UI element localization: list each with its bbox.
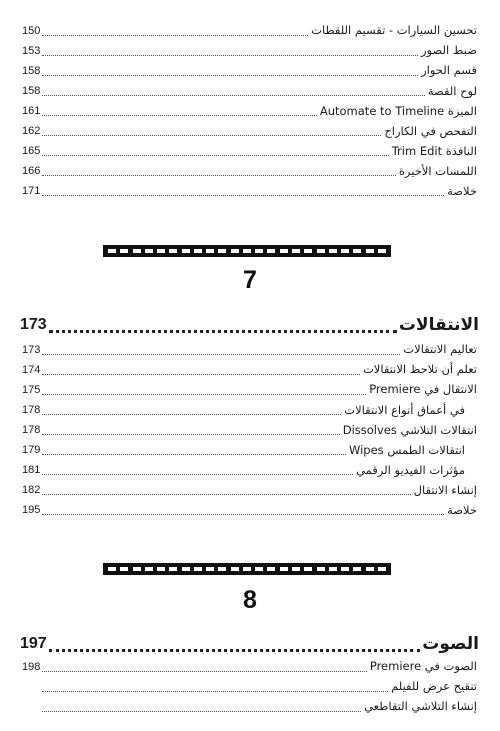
film-hole <box>182 567 190 571</box>
dot-leader <box>42 374 360 375</box>
dot-leader <box>42 494 411 495</box>
entry-page: 162 <box>22 125 41 138</box>
dot-leader <box>42 135 381 136</box>
dot-leader <box>42 671 367 672</box>
film-hole <box>243 249 251 253</box>
entry-title: تعاليم الانتقالات <box>403 342 477 357</box>
film-strip-divider <box>103 245 391 257</box>
toc-entry <box>22 400 477 420</box>
film-hole <box>267 249 275 253</box>
chapter-heading <box>20 313 479 337</box>
toc-entry <box>22 61 477 81</box>
film-hole <box>292 249 300 253</box>
chapter-page: 197 <box>20 635 47 652</box>
film-hole <box>366 249 374 253</box>
film-hole <box>145 567 153 571</box>
entry-page: 161 <box>22 104 41 117</box>
toc-entry <box>22 697 477 717</box>
dot-leader <box>42 434 340 435</box>
entry-title: مؤثرات الفيديو الرقمي <box>356 462 465 477</box>
dot-leader <box>49 649 421 652</box>
toc-entry <box>22 420 477 440</box>
dot-leader <box>42 691 388 692</box>
dot-leader <box>42 454 346 455</box>
entry-title: تنقيح عرض للفيلم <box>391 679 477 694</box>
dot-leader <box>42 514 444 515</box>
dot-leader <box>42 354 400 355</box>
film-hole <box>120 249 128 253</box>
toc-section-chapter8 <box>22 657 477 717</box>
film-hole <box>353 249 361 253</box>
film-hole <box>255 249 263 253</box>
entry-title: لوح القصة <box>427 83 477 98</box>
toc-entry <box>22 41 477 61</box>
toc-entry <box>22 162 477 182</box>
entry-page: 179 <box>22 444 41 457</box>
entry-title: اللمسات الأخيرة <box>398 163 477 178</box>
toc-entry <box>22 360 477 380</box>
film-hole <box>194 567 202 571</box>
entry-title: التفحص في الكاراج <box>384 123 477 138</box>
entry-page: 182 <box>22 484 41 497</box>
film-hole <box>218 567 226 571</box>
film-hole <box>280 249 288 253</box>
dot-leader <box>42 474 353 475</box>
toc-entry <box>22 101 477 121</box>
dot-leader <box>42 75 418 76</box>
film-hole <box>317 567 325 571</box>
chapter-number: 7 <box>243 266 257 294</box>
chapter-title: الصوت <box>422 634 479 654</box>
film-hole <box>329 249 337 253</box>
film-hole <box>108 567 116 571</box>
entry-title: الانتقال في Premiere <box>369 382 477 397</box>
chapter-page: 173 <box>20 316 47 333</box>
film-hole <box>243 567 251 571</box>
entry-title: تحسين السيارات - تقسيم اللقطات <box>311 23 477 38</box>
entry-page: 178 <box>22 423 41 436</box>
dot-leader <box>49 330 397 333</box>
toc-section-chapter7 <box>22 340 477 521</box>
film-hole <box>353 567 361 571</box>
entry-title: انتقالات الطمس Wipes <box>348 442 465 457</box>
chapter-title: الانتقالات <box>398 315 479 335</box>
entry-page: 150 <box>22 24 41 37</box>
toc-section-top <box>22 21 477 202</box>
film-hole <box>231 249 239 253</box>
chapter-heading <box>20 632 479 656</box>
dot-leader <box>42 414 341 415</box>
film-hole <box>378 567 386 571</box>
film-hole <box>292 567 300 571</box>
film-hole <box>329 567 337 571</box>
dot-leader <box>42 35 308 36</box>
entry-title: في أعماق أنواع الانتقالات <box>344 402 465 417</box>
film-hole <box>341 249 349 253</box>
toc-entry <box>22 657 477 677</box>
chapter-number: 8 <box>243 586 257 614</box>
dot-leader <box>42 711 361 712</box>
entry-page: 195 <box>22 504 41 517</box>
entry-title: ضبط الصور <box>421 43 477 58</box>
film-hole <box>194 249 202 253</box>
entry-title: إنشاء التلاشي التقاطعي <box>364 699 477 714</box>
film-hole <box>157 567 165 571</box>
film-hole <box>108 249 116 253</box>
toc-entry <box>22 440 477 460</box>
entry-page: 198 <box>22 660 41 673</box>
dot-leader <box>42 115 317 116</box>
dot-leader <box>42 155 389 156</box>
film-hole <box>378 249 386 253</box>
film-hole <box>317 249 325 253</box>
entry-page: 173 <box>22 343 41 356</box>
film-hole <box>267 567 275 571</box>
film-hole <box>157 249 165 253</box>
entry-title: خلاصة <box>447 184 477 199</box>
entry-page: 158 <box>22 84 41 97</box>
entry-title: الصوت في Premiere <box>369 659 477 674</box>
film-hole <box>255 567 263 571</box>
film-strip-divider <box>103 563 391 575</box>
entry-title: انتقالات التلاشي Dissolves <box>342 422 477 437</box>
entry-title: تعلم أن تلاحظ الانتقالات <box>362 362 477 377</box>
film-hole <box>145 249 153 253</box>
entry-page: 181 <box>22 464 41 477</box>
film-hole <box>304 567 312 571</box>
toc-entry <box>22 380 477 400</box>
toc-entry <box>22 21 477 41</box>
dot-leader <box>42 195 444 196</box>
entry-page: 165 <box>22 145 41 158</box>
film-hole <box>182 249 190 253</box>
entry-page: 166 <box>22 165 41 178</box>
dot-leader <box>42 55 418 56</box>
dot-leader <box>42 394 366 395</box>
entry-page: 178 <box>22 403 41 416</box>
entry-title: قسم الحوار <box>421 63 477 78</box>
toc-entry <box>22 461 477 481</box>
film-hole <box>120 567 128 571</box>
film-hole <box>366 567 374 571</box>
film-hole <box>169 567 177 571</box>
entry-title: النافذة Trim Edit <box>391 143 477 158</box>
toc-entry <box>22 142 477 162</box>
film-hole <box>206 249 214 253</box>
toc-entry <box>22 81 477 101</box>
film-hole <box>231 567 239 571</box>
film-hole <box>206 567 214 571</box>
entry-page: 171 <box>22 185 41 198</box>
entry-page: 175 <box>22 383 41 396</box>
film-hole <box>304 249 312 253</box>
dot-leader <box>42 175 396 176</box>
dot-leader <box>42 95 425 96</box>
film-hole <box>218 249 226 253</box>
toc-entry <box>22 340 477 360</box>
entry-page: 153 <box>22 44 41 57</box>
toc-entry <box>22 481 477 501</box>
entry-title: إنشاء الانتقال <box>413 482 477 497</box>
film-hole <box>341 567 349 571</box>
film-hole <box>133 249 141 253</box>
film-hole <box>133 567 141 571</box>
film-hole <box>169 249 177 253</box>
toc-entry <box>22 182 477 202</box>
film-hole <box>280 567 288 571</box>
entry-page: 158 <box>22 64 41 77</box>
entry-page: 174 <box>22 363 41 376</box>
entry-title: الميزة Automate to Timeline <box>319 103 477 118</box>
toc-entry <box>22 121 477 141</box>
toc-entry <box>22 501 477 521</box>
entry-title: خلاصة <box>447 503 477 518</box>
toc-entry <box>22 677 477 697</box>
